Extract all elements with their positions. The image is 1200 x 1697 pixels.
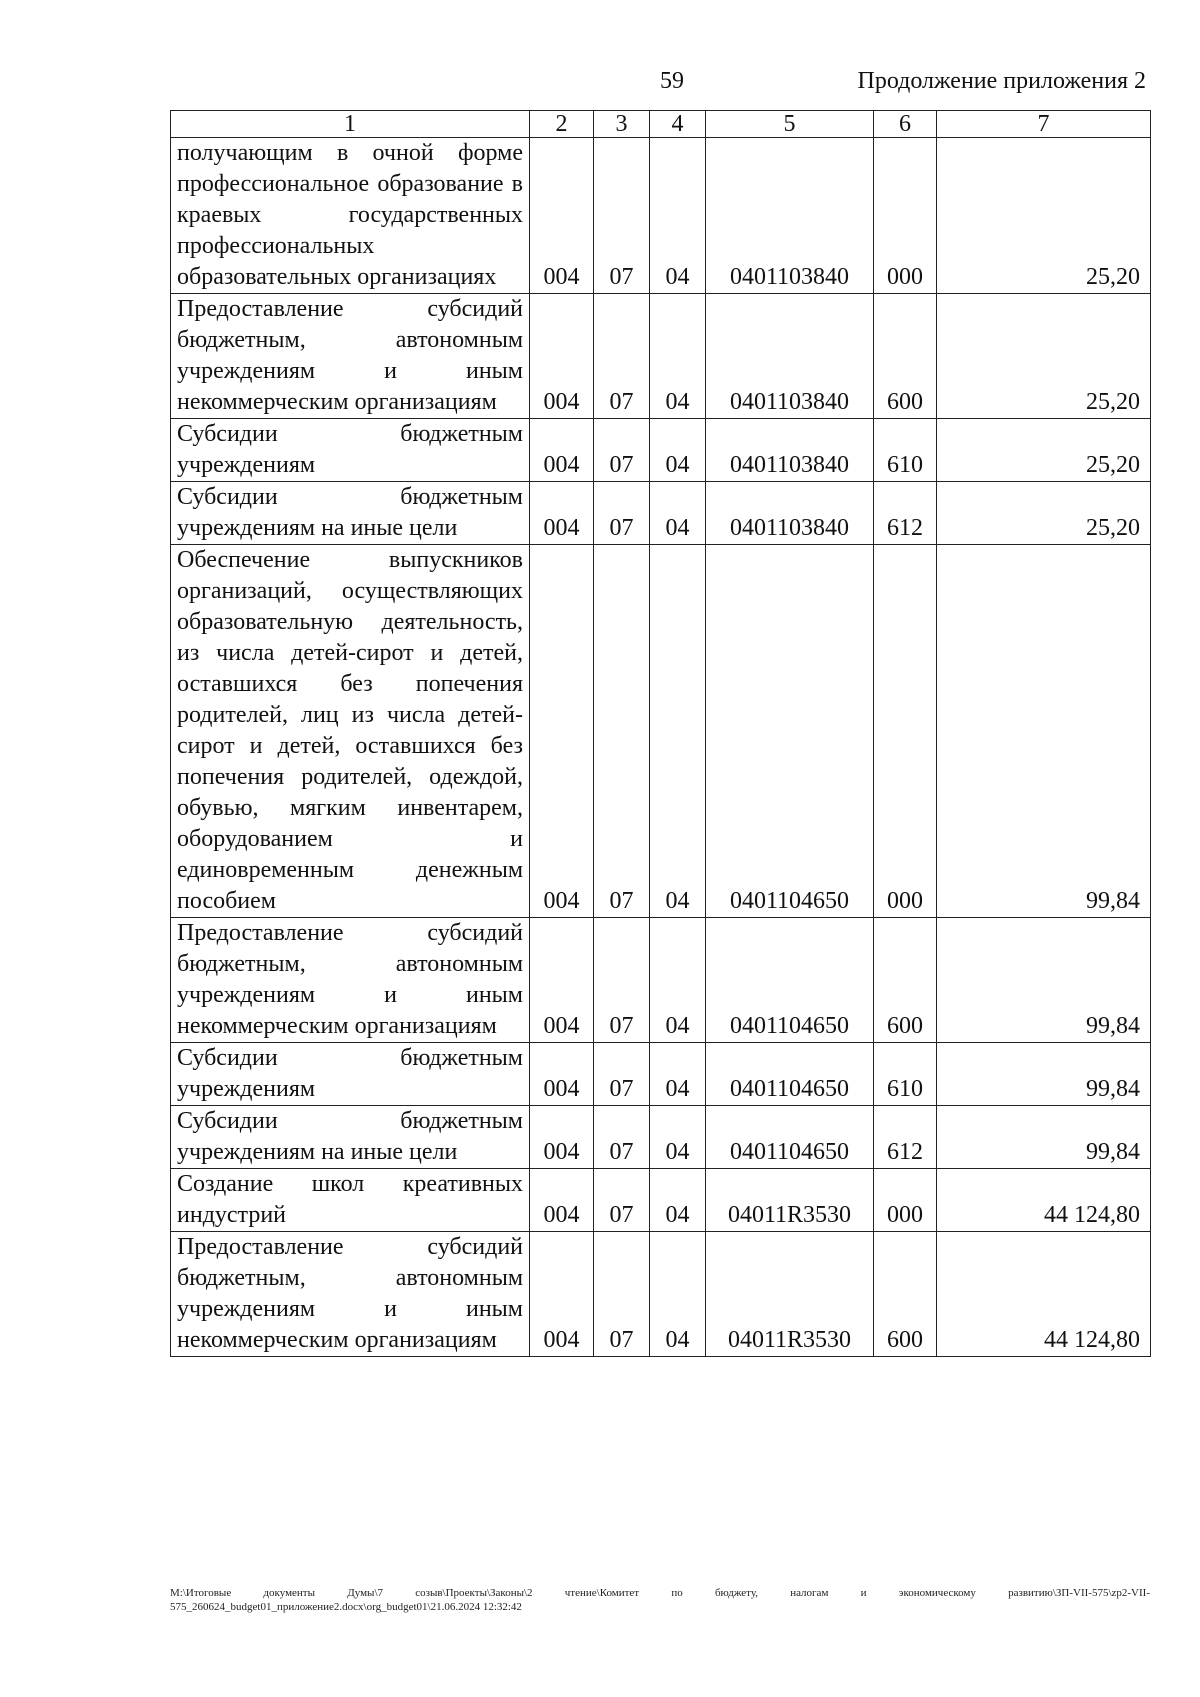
row-code-subsection: 04 <box>650 918 706 1043</box>
row-name: Субсидии бюджетным учреждениям на иные цели <box>171 1106 530 1169</box>
row-amount: 25,20 <box>937 419 1151 482</box>
row-expense-type: 610 <box>874 419 937 482</box>
row-expense-type: 610 <box>874 1043 937 1106</box>
row-code-subsection: 04 <box>650 294 706 419</box>
row-amount: 25,20 <box>937 294 1151 419</box>
row-code-section: 07 <box>594 1232 650 1357</box>
row-code-subsection: 04 <box>650 138 706 294</box>
row-code-section: 07 <box>594 482 650 545</box>
row-name: Предоставление субсидий бюджетным, автономным учреждениям и иным некоммерческим организациям <box>171 294 530 419</box>
budget-table-container <box>170 110 1150 1357</box>
row-name: Обеспечение выпускников организаций, осуществляющих образовательную деятельность, из числа детей-сирот и детей, оставшихся без попечения родителей, лиц из числа детей-сирот и детей, оставшихся без попечения родителей, одеждой, обувью, мягким инвентарем, оборудованием и единовременным денежным пособием <box>171 545 530 918</box>
row-code-section: 07 <box>594 918 650 1043</box>
table-row <box>171 1043 1151 1106</box>
row-code-ministry: 004 <box>530 1169 594 1232</box>
row-name: Субсидии бюджетным учреждениям <box>171 419 530 482</box>
budget-table <box>170 110 1151 1357</box>
row-amount: 44 124,80 <box>937 1232 1151 1357</box>
row-code-subsection: 04 <box>650 1169 706 1232</box>
row-target-article: 0401104650 <box>706 918 874 1043</box>
row-target-article: 0401103840 <box>706 482 874 545</box>
row-code-ministry: 004 <box>530 1043 594 1106</box>
row-code-ministry: 004 <box>530 918 594 1043</box>
column-header-6: 6 <box>874 111 937 138</box>
row-amount: 99,84 <box>937 918 1151 1043</box>
row-code-subsection: 04 <box>650 419 706 482</box>
row-code-subsection: 04 <box>650 1232 706 1357</box>
row-expense-type: 612 <box>874 1106 937 1169</box>
row-target-article: 0401104650 <box>706 545 874 918</box>
row-code-subsection: 04 <box>650 1043 706 1106</box>
continuation-label: Продолжение приложения 2 <box>857 68 1146 94</box>
table-row <box>171 482 1151 545</box>
column-header-4: 4 <box>650 111 706 138</box>
column-header-1: 1 <box>171 111 530 138</box>
row-amount: 44 124,80 <box>937 1169 1151 1232</box>
row-amount: 25,20 <box>937 482 1151 545</box>
row-code-section: 07 <box>594 419 650 482</box>
row-code-subsection: 04 <box>650 482 706 545</box>
header-row <box>171 111 1151 138</box>
table-row <box>171 138 1151 294</box>
row-expense-type: 000 <box>874 138 937 294</box>
row-code-section: 07 <box>594 545 650 918</box>
row-amount: 25,20 <box>937 138 1151 294</box>
table-row <box>171 918 1151 1043</box>
footer-file-path: М:\Итоговые документы Думы\7 созыв\Проекты\Законы\2 чтение\Комитет по бюджету, налогам и экономическому развитию\ЗП-VII-575\zp2-VII-575_260624_budget01_приложение2.docx\org_budget01\21.06.2024 12:32:42 <box>170 1587 1150 1613</box>
row-name: получающим в очной форме профессиональное образование в краевых государственных профессиональных образовательных организациях <box>171 138 530 294</box>
row-code-section: 07 <box>594 294 650 419</box>
row-code-subsection: 04 <box>650 545 706 918</box>
row-name: Субсидии бюджетным учреждениям на иные цели <box>171 482 530 545</box>
row-code-section: 07 <box>594 1106 650 1169</box>
row-name: Предоставление субсидий бюджетным, автономным учреждениям и иным некоммерческим организациям <box>171 1232 530 1357</box>
page-number: 59 <box>660 68 684 94</box>
row-code-ministry: 004 <box>530 482 594 545</box>
row-expense-type: 000 <box>874 545 937 918</box>
row-code-ministry: 004 <box>530 138 594 294</box>
table-row <box>171 294 1151 419</box>
row-amount: 99,84 <box>937 1043 1151 1106</box>
row-target-article: 0401103840 <box>706 419 874 482</box>
row-code-subsection: 04 <box>650 1106 706 1169</box>
row-expense-type: 000 <box>874 1169 937 1232</box>
row-code-section: 07 <box>594 1043 650 1106</box>
table-row <box>171 1169 1151 1232</box>
row-amount: 99,84 <box>937 1106 1151 1169</box>
row-expense-type: 600 <box>874 918 937 1043</box>
table-row <box>171 419 1151 482</box>
row-expense-type: 600 <box>874 1232 937 1357</box>
row-target-article: 0401103840 <box>706 138 874 294</box>
row-amount: 99,84 <box>937 545 1151 918</box>
row-code-section: 07 <box>594 1169 650 1232</box>
table-row <box>171 545 1151 918</box>
row-code-section: 07 <box>594 138 650 294</box>
row-code-ministry: 004 <box>530 1232 594 1357</box>
column-header-5: 5 <box>706 111 874 138</box>
column-header-7: 7 <box>937 111 1151 138</box>
row-code-ministry: 004 <box>530 294 594 419</box>
row-code-ministry: 004 <box>530 1106 594 1169</box>
row-code-ministry: 004 <box>530 545 594 918</box>
row-name: Субсидии бюджетным учреждениям <box>171 1043 530 1106</box>
row-expense-type: 612 <box>874 482 937 545</box>
row-expense-type: 600 <box>874 294 937 419</box>
row-target-article: 0401104650 <box>706 1106 874 1169</box>
row-name: Создание школ креативных индустрий <box>171 1169 530 1232</box>
row-target-article: 0401103840 <box>706 294 874 419</box>
row-target-article: 04011R3530 <box>706 1169 874 1232</box>
row-target-article: 0401104650 <box>706 1043 874 1106</box>
row-target-article: 04011R3530 <box>706 1232 874 1357</box>
table-row <box>171 1232 1151 1357</box>
column-header-3: 3 <box>594 111 650 138</box>
row-code-ministry: 004 <box>530 419 594 482</box>
row-name: Предоставление субсидий бюджетным, автономным учреждениям и иным некоммерческим организациям <box>171 918 530 1043</box>
column-header-2: 2 <box>530 111 594 138</box>
table-row <box>171 1106 1151 1169</box>
